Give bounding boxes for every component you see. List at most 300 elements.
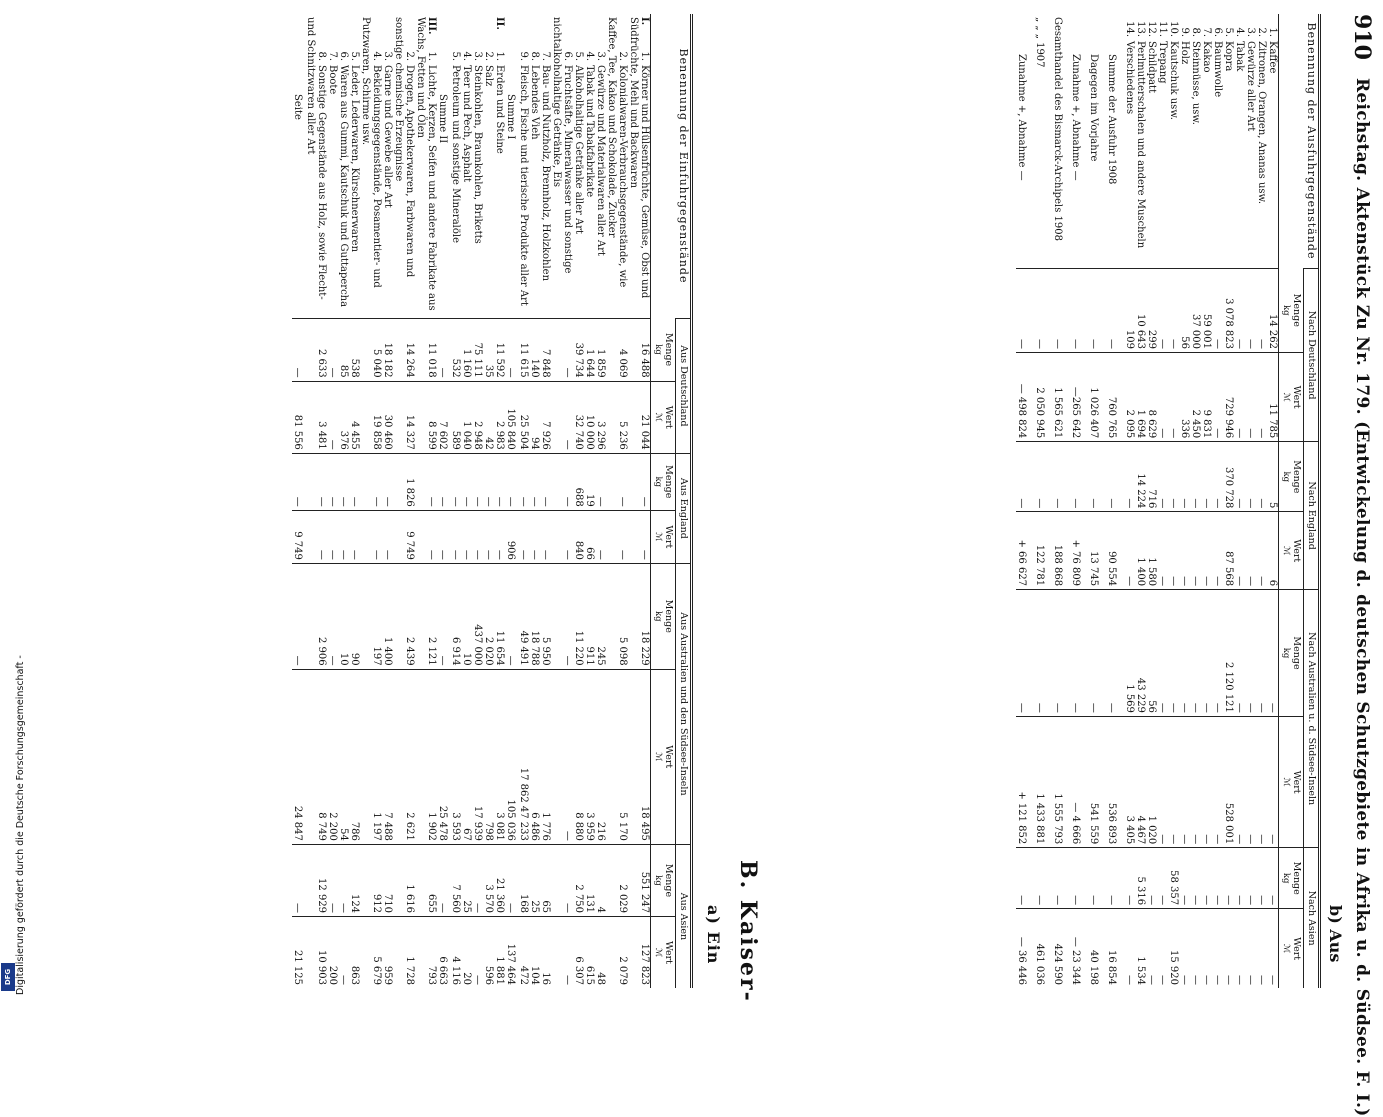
value-cell: — [1234,512,1245,590]
value-cell: — [1070,442,1083,512]
value-cell: — [1146,909,1157,988]
value-cell: — [327,563,338,669]
row-name: Waren aus Gummi, Kautschuk und Guttapercha [338,65,349,308]
value-cell: — [1146,848,1157,909]
row-number: 1. [639,51,650,61]
value-cell: — [1267,909,1279,988]
value-cell: — [551,319,573,382]
table-row [1190,14,1201,988]
import-group-header: Aus England [676,453,692,563]
value-cell: 105 840 [505,381,518,453]
value-cell: — [1124,848,1135,909]
value-cell: 6 914 [450,563,461,669]
value-cell: 6 663 [437,917,450,988]
value-cell: 14 224 [1135,442,1146,512]
row-number: 2. [617,51,628,61]
value-cell: 21 044 [628,381,651,453]
value-cell: 16 488 [628,319,651,382]
value-cell: 14 327 [393,381,415,453]
value-cell: — [1016,590,1029,717]
menge-unit: kg [1281,647,1291,659]
value-cell: — [1267,590,1279,717]
menge-label: Menge [1291,293,1302,327]
value-cell: 8 880 [573,669,584,844]
row-number: 1. [426,51,437,61]
table-row [1256,14,1267,988]
value-cell: 299 [1146,269,1157,353]
value-cell: — [1245,848,1256,909]
value-cell: — [472,510,483,563]
table-row [540,14,551,988]
value-cell: 67 [461,669,472,844]
row-name: Sonstige Gegenstände aus Holz, sowie Flecht- und Schnitzwaren aller Art [305,17,327,300]
value-cell: 3 570 [483,844,494,916]
value-cell: 25 [529,844,540,916]
value-cell: — [1201,848,1212,909]
row-name: Salz [483,65,494,87]
row-name: Petroleum und sonstige Mineralöle [450,65,461,244]
menge-label: Menge [663,465,674,499]
value-cell: 197 [360,563,382,669]
value-cell: 39 734 [573,319,584,382]
row-number: 9. [1179,27,1190,37]
value-cell: — [1256,909,1267,988]
row-name: Tabak und Tabakfabrikate [584,65,595,198]
total-row [1052,14,1065,988]
value-cell: 1 040 [461,381,472,453]
row-label [1157,14,1168,269]
row-number: 12. [1146,21,1157,37]
row-name: Kautschuk usw. [1168,41,1179,120]
menge-unit-header [651,453,676,510]
value-cell: 6 486 [529,669,540,844]
value-cell: 3 081 [494,669,505,844]
value-cell: 7 560 [450,844,461,916]
row-label [1168,14,1179,269]
wert-label: Wert [1291,539,1302,563]
value-cell: — [1245,512,1256,590]
value-cell: 4 455 [349,381,360,453]
value-cell: — [505,319,518,382]
menge-label: Menge [1291,861,1302,895]
row-label [1256,14,1267,269]
row-name: Alkoholhaltige Getränke aller Art [573,65,584,234]
value-cell: — [1201,512,1212,590]
table-row [382,14,393,988]
row-number: 4. [371,51,382,61]
row-number: 7. [327,51,338,61]
value-cell: 32 740 [573,381,584,453]
value-cell: 66 [584,510,595,563]
value-cell: 786 [349,669,360,844]
row-label [584,14,595,319]
value-cell: — [1168,512,1179,590]
value-cell: — [1034,590,1047,717]
page-number: 910 [1349,14,1375,60]
value-cell: 2 750 [573,844,584,916]
value-cell: — [382,510,393,563]
menge-unit: kg [653,476,663,488]
value-cell: — [628,453,651,510]
value-cell: 11 654 [494,563,505,669]
value-cell: 10 [338,563,349,669]
value-cell: 1 776 [540,669,551,844]
value-cell: 15 920 [1168,909,1179,988]
export-group-header: Nach Asien [1304,848,1320,988]
value-cell: — [349,453,360,510]
menge-unit-header [1279,269,1304,353]
value-cell: — [1256,716,1267,847]
total-row [1088,14,1101,988]
row-number: 7. [540,51,551,61]
value-cell: 729 946 [1223,352,1234,441]
value-cell: — [551,381,573,453]
total-label: Zunahme +, Abnahme — [1016,54,1027,181]
value-cell: 109 [1124,269,1135,353]
export-table [1016,14,1321,988]
value-cell: 5 679 [360,917,382,988]
value-cell: 688 [573,453,584,510]
value-cell: — [1223,909,1234,988]
section-sum-row [437,14,450,988]
value-cell: 58 357 [1168,848,1179,909]
row-number: 7. [1201,27,1212,37]
import-group-header: Aus Asien [676,844,692,988]
value-cell: 18 229 [628,563,651,669]
menge-label: Menge [1291,460,1302,494]
row-label [540,14,551,319]
row-name: Gewürze aller Art [1245,41,1256,132]
value-cell: 461 036 [1034,909,1047,988]
wert-unit: ℳ [653,412,663,422]
value-cell: — [327,844,338,916]
menge-unit: kg [1281,471,1291,483]
menge-unit: kg [1281,872,1291,884]
row-label [1146,14,1157,269]
value-cell: — [1168,716,1179,847]
value-cell: — [529,453,540,510]
value-cell: 9 831 [1201,352,1212,441]
row-name: Holz [1179,41,1190,65]
value-cell: 18 495 [628,669,651,844]
value-cell: 7 602 [437,381,450,453]
value-cell: — [1157,590,1168,717]
value-cell: 14 262 [1267,269,1279,353]
row-name: Steinkohlen, Braunkohlen, Briketts [472,65,483,244]
import-group-header: Aus Australien und den Südsee-Inseln [676,563,692,844]
row-label [1190,14,1201,269]
value-cell: 2 200 [327,669,338,844]
value-cell: 11 785 [1267,352,1279,441]
row-number: 5. [573,51,584,61]
value-cell: — [551,510,573,563]
row-label [1223,14,1234,269]
table-row [584,14,595,988]
value-cell: 35 [483,319,494,382]
value-cell: 5 040 [360,319,382,382]
value-cell: — [360,453,382,510]
value-cell: 188 868 [1052,512,1065,590]
value-cell: 16 [540,917,551,988]
digitization-note-text: Digitalisierung gefördert durch die Deutsche Forschungsgemeinschaft - [15,655,26,995]
value-cell: 16 854 [1106,909,1119,988]
value-cell: — [292,563,305,669]
value-cell: 59 001 [1201,269,1212,353]
table-row [518,14,529,988]
value-cell: 18 182 [382,319,393,382]
value-cell: 5 170 [606,669,628,844]
row-name: Boote [327,65,338,95]
value-cell: — [540,453,551,510]
value-cell: — [540,510,551,563]
row-name: Fruchtsäfte, Mineralwasser und sonstige nichtalkoholhaltige Getränke, Eis [551,17,573,274]
value-cell: — [483,510,494,563]
value-cell: — [1157,269,1168,353]
value-cell: — [1088,269,1101,353]
dfg-logo [1,963,15,991]
value-cell: — [1256,352,1267,441]
value-cell: 17 862 47 233 [518,669,529,844]
value-cell: — [1106,269,1119,353]
value-cell: 7 926 [540,381,551,453]
total-label: „ „ „ 1907 [1034,17,1045,68]
value-cell: 19 [584,453,595,510]
value-cell: 4 [595,844,606,916]
value-cell: — [1179,716,1190,847]
value-cell: 6 307 [573,917,584,988]
wert-unit-header [651,510,676,563]
value-cell: — [1106,590,1119,717]
spacer-cell [1047,590,1052,717]
row-number: 2. [483,51,494,61]
value-cell: — [1168,590,1179,717]
row-name: Leder, Lederwaren, Kürschnerwaren [349,65,360,253]
wert-unit-header [1279,909,1304,988]
row-number: 6. [338,51,349,61]
value-cell: 5 236 [606,381,628,453]
value-cell: — [606,510,628,563]
menge-unit: kg [1281,304,1291,316]
row-name: Steinnüsse, usw. [1190,41,1201,125]
value-cell: 25 [461,844,472,916]
total-row [1016,14,1029,988]
value-cell: 19 858 [360,381,382,453]
value-cell: 2 095 [1124,352,1135,441]
value-cell: — [1168,352,1179,441]
value-cell: — [551,453,573,510]
value-cell: 90 [349,563,360,669]
value-cell: — [1212,512,1223,590]
table-row [1168,14,1179,988]
row-label [360,14,382,319]
value-cell: 1 644 [584,319,595,382]
value-cell: 5 [1267,442,1279,512]
value-cell: 1 565 621 [1052,352,1065,441]
value-cell: — [1016,442,1029,512]
wert-label: Wert [1291,385,1302,409]
value-cell: 49 491 [518,563,529,669]
value-cell: — 498 824 [1016,352,1029,441]
row-label [1124,14,1135,269]
value-cell: — [1179,848,1190,909]
value-cell: — [1256,848,1267,909]
value-cell: — [1212,352,1223,441]
value-cell: — [494,453,505,510]
row-number: 3. [595,51,606,61]
section-sum-label: Seite [292,94,303,120]
value-cell: — [338,844,349,916]
value-cell: — [338,510,349,563]
value-cell: — [1212,909,1223,988]
value-cell: 716 [1146,442,1157,512]
value-cell: — [1088,848,1101,909]
row-label [415,14,437,319]
row-name: Fleisch, Fische und tierische Produkte aller Art [518,65,529,306]
value-cell: — [1223,848,1234,909]
value-cell: — [1016,269,1029,353]
value-cell: 7 848 [540,319,551,382]
value-cell: — [1190,590,1201,717]
value-cell: — [529,510,540,563]
value-cell: — [461,453,472,510]
value-cell: — [494,510,505,563]
export-group-header: Nach Australien u. d. Südsee-Inseln [1304,590,1320,848]
value-cell: — [1034,269,1047,353]
value-cell: 65 [540,844,551,916]
row-label [1234,14,1245,269]
row-number: 13. [1135,21,1146,37]
value-cell: 5 098 [606,563,628,669]
value-cell: — [1245,442,1256,512]
row-name: Drogen, Apothekerwaren, Farbwaren und sonstige chemische Erzeugnisse [393,17,415,278]
value-cell: 90 554 [1106,512,1119,590]
section-b-heading-fragment: b) Aus [1326,905,1345,963]
value-cell: — [1157,848,1168,909]
total-row [1106,14,1119,988]
value-cell: 137 464 [505,917,518,988]
value-cell: — [1234,848,1245,909]
row-number: 4. [584,51,595,61]
value-cell: 43 229 [1135,590,1146,717]
value-cell: — [292,844,305,916]
value-cell: — [1245,590,1256,717]
value-cell: 655 [415,844,437,916]
value-cell: — [505,453,518,510]
table-row [1201,14,1212,988]
value-cell: 1 881 [494,917,505,988]
value-cell: 1 020 [1146,716,1157,847]
value-cell: — [551,563,573,669]
value-cell: — [1267,716,1279,847]
row-name: Verschiedenes [1124,41,1135,115]
digitization-note [2,605,26,995]
value-cell: — [1201,590,1212,717]
value-cell: 3 405 [1124,716,1135,847]
value-cell: 2 906 [305,563,327,669]
section-b-heading: B. Kaiser- [735,860,761,1003]
value-cell: 11 018 [415,319,437,382]
value-cell: — [437,319,450,382]
row-name: Lebendes Vieh [529,65,540,140]
wert-unit-header [1279,716,1304,847]
value-cell: 10 643 [1135,269,1146,353]
row-label [393,14,415,319]
value-cell: 536 893 [1106,716,1119,847]
row-number: 5. [349,51,360,61]
wert-unit: ℳ [1281,777,1291,787]
table-row [573,14,584,988]
value-cell: — [1234,716,1245,847]
table-row [1223,14,1234,988]
value-cell: — [1256,269,1267,353]
value-cell: 12 929 [305,844,327,916]
row-label [529,14,540,319]
value-cell: 8 749 [305,669,327,844]
value-cell: 122 781 [1034,512,1047,590]
value-cell: 336 [1179,352,1190,441]
value-cell: 168 [518,844,529,916]
value-cell: 9 749 [292,510,305,563]
value-cell: — [1168,269,1179,353]
value-cell: 6 [1267,512,1279,590]
value-cell: — [551,669,573,844]
value-cell: 140 [529,319,540,382]
table-row [1267,14,1279,988]
row-number: 5. [450,51,461,61]
total-row [1070,14,1083,988]
export-group-header: Nach England [1304,442,1320,590]
menge-label: Menge [663,599,674,633]
value-cell: 1 197 [360,669,382,844]
value-cell: 37 000 [1190,269,1201,353]
row-name: Kopra [1223,41,1234,72]
value-cell: 94 [529,381,540,453]
value-cell: 840 [573,510,584,563]
value-cell: 1 433 881 [1034,716,1047,847]
row-name: Körner und Hülsenfrüchte, Gemüse, Obst und Südfrüchte, Mehl und Backwaren [628,17,650,299]
value-cell: 2 120 121 [1223,590,1234,717]
row-number: 8. [316,51,327,61]
spacer-cell [1029,590,1034,717]
table-row [1179,14,1190,988]
wert-label: Wert [663,941,674,965]
row-number: 2. [404,51,415,61]
value-cell: — [1256,512,1267,590]
menge-unit-header [1279,590,1304,717]
value-cell: 551 247 [628,844,651,916]
value-cell: 863 [349,917,360,988]
menge-unit-header [651,844,676,916]
value-cell: 14 264 [393,319,415,382]
value-cell: 56 [1146,590,1157,717]
row-label [1245,14,1256,269]
value-cell: 4 069 [606,319,628,382]
value-cell: 104 [529,917,540,988]
value-cell: — [628,510,651,563]
row-name: Kakao [1201,41,1212,73]
table-row [1234,14,1245,988]
total-label: Zunahme +, Abnahme — [1070,54,1081,181]
value-cell: — [338,917,349,988]
value-cell: 245 [595,563,606,669]
spacer-cell [1101,590,1106,717]
value-cell: — [1052,269,1065,353]
wert-unit-header [651,917,676,988]
value-cell: — [1234,442,1245,512]
value-cell: 40 198 [1088,909,1101,988]
row-label [1267,14,1279,269]
import-table [292,14,693,988]
